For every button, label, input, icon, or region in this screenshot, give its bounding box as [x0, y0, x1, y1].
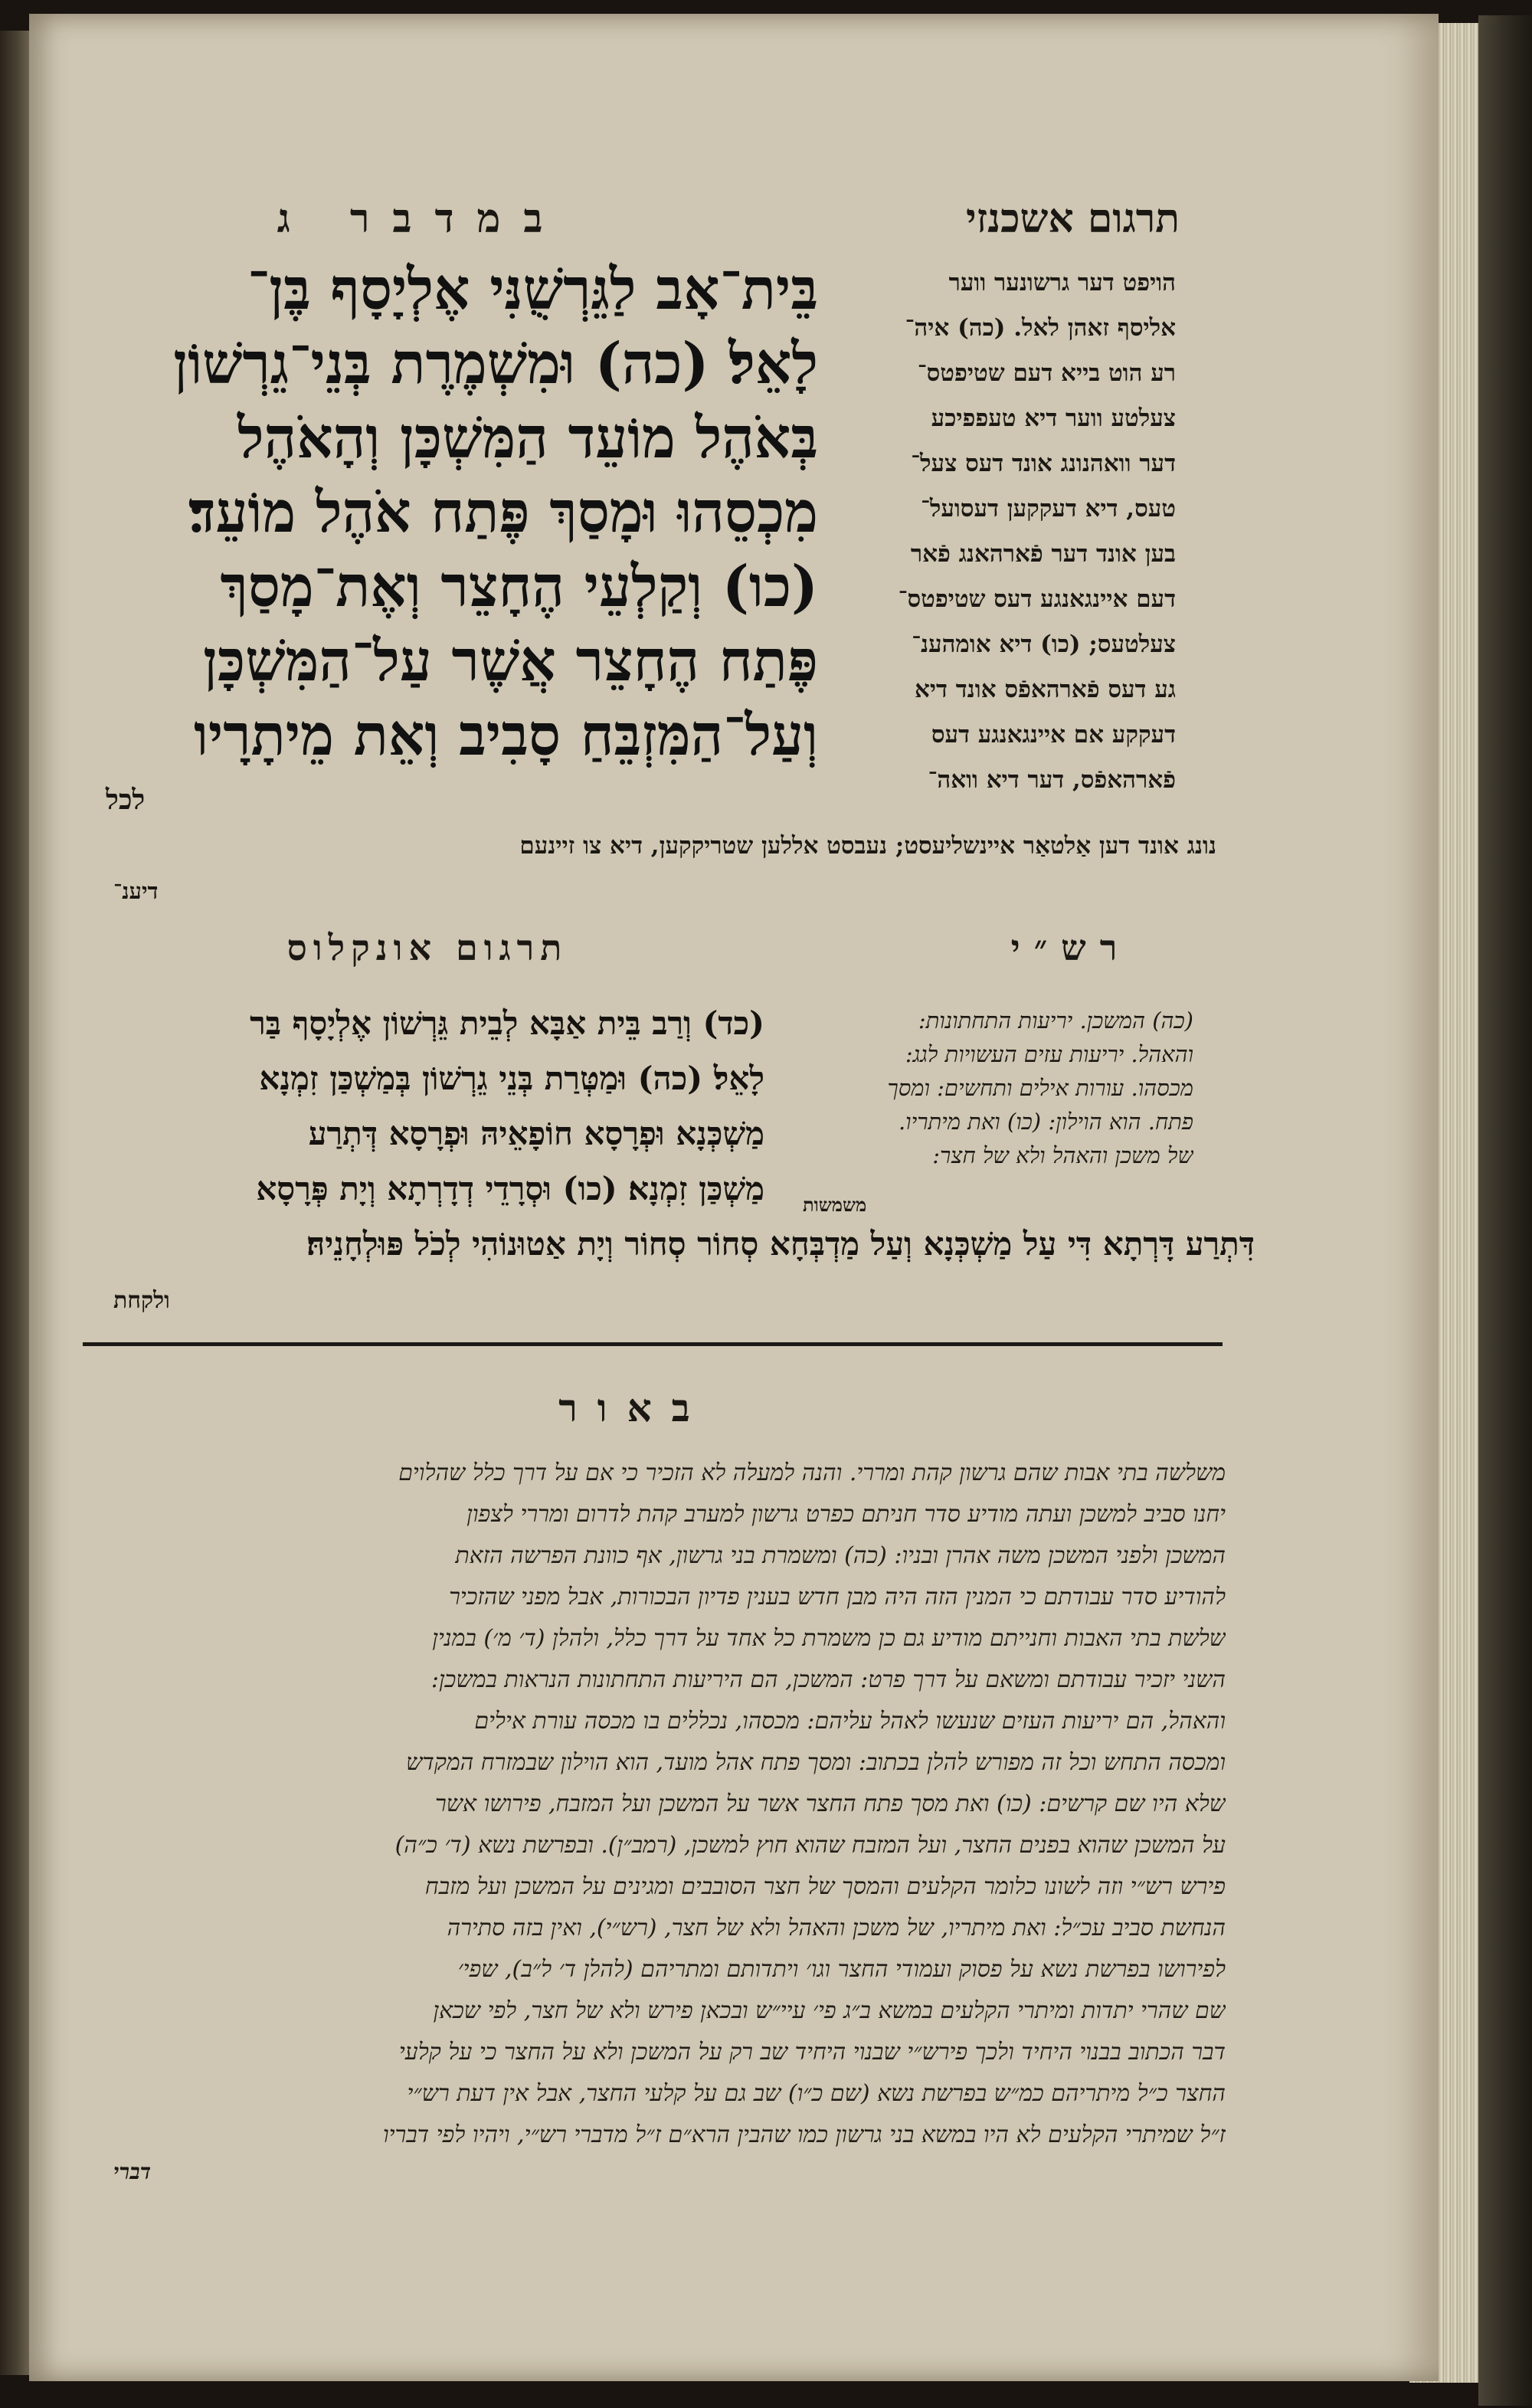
onkelos-line: לָאֵל׃ (כה) וּמַטְּרַת בְּנֵי גֵרְשׁוֹן בְּמַשְׁכַּן זִמְנָא: [259, 1060, 764, 1097]
rashi-line: פתח. הוא הוילון: (כו) ואת מיתריו.: [898, 1109, 1193, 1135]
rashi-line: (כה) המשכן. יריעות התחתונות:: [918, 1007, 1193, 1034]
biblical-catchword: לכל: [106, 784, 146, 816]
yiddish-line: דער וואהנונג אונד דעס צעל־: [911, 450, 1176, 477]
book-chapter-title: במדבר ג: [277, 195, 566, 242]
beur-line: להודיע סדר עבודתם כי המנין הזה היה מבן חדש בענין פדיון הבכורות, אבל מפני שהזכיר: [449, 1584, 1226, 1610]
yiddish-line: הויפט דער גרשונער ווער: [948, 269, 1176, 296]
yiddish-line: טעס, דיא דעקקען דעסועל־: [920, 495, 1176, 523]
beur-line: לפירושו בפרשת נשא על פסוק ועמודי החצר וגו׳ ויתדותם ומתריהם (להלן ד׳ ל״ב), שפי׳: [457, 1956, 1226, 1983]
rashi-line: של משכן והאהל ולא של חצר:: [932, 1142, 1193, 1168]
beur-line: משלשה בתי אבות שהם גרשון קהת ומררי. והנה למעלה לא הזכיר כי אם על דרך כלל שהלוים: [398, 1460, 1226, 1486]
beur-line: דבר הכתוב בבנוי היחיד ולכך פירש״י שבנוי היחיד שב רק על המשכן ולא על החצר כי על קלעי: [398, 2039, 1226, 2066]
beur-line: והאהל, הם יריעות העזים שנעשו לאהל עליהם: מכסהו, נכללים בו מכסה עורת אילים: [474, 1708, 1226, 1735]
book-page: [29, 14, 1439, 2381]
onkelos-line: מַשְׁכְּנָא וּפְרָסָא חוֹפָאֵיהּ וּפְרָסָא דְּתְרַע: [308, 1115, 764, 1152]
beur-line: פירש רש״י וזה לשונו כלומר הקלעים והמסך של חצר הסובבים ומגינים על המשכן ועל מזבח: [424, 1873, 1226, 1900]
yiddish-column: [835, 260, 1176, 803]
onkelos-line: מַשְׁכַּן זִמְנָא׃ (כו) וּסְרָדֵי דְדָרְתָא וְיָת פְּרָסָא: [256, 1170, 764, 1207]
onkelos-title: תרגום אונקלוס: [286, 927, 568, 968]
beur-line: החצר כ״ל מיתריהם כמ״ש בפרשת נשא (שם כ״ו) שב גם על קלעי החצר, אבל אין דעת רש״י: [407, 2080, 1226, 2107]
onkelos-catchword-small: משמשות: [803, 1194, 867, 1216]
yiddish-catchword: דיענ־: [113, 878, 159, 904]
beur-line: השני יזכיר עבודתם ומשאם על דרך פרט: המשכן, הם היריעות התחתונות הנראות במשכן:: [430, 1666, 1226, 1693]
yiddish-line: פֿארהאפֿס, דער דיא וואה־: [928, 766, 1176, 794]
section-divider: [83, 1342, 1223, 1346]
beur-line: שלשת בתי האבות וחנייתם מודיע גם כן משמרת כל אחד על דרך כלל, ולהלן (ד׳ מ׳) במנין: [432, 1625, 1226, 1652]
biblical-line: בֵּית־אָב לַגֵּרְשֻׁנִּי אֶלְיָסָף בֶּן־: [247, 257, 818, 323]
book-cover-right-edge: [1478, 15, 1532, 2406]
beur-line: ומכסה התחש וכל זה מפורש להלן בכתוב: ומסך פתח אהל מועד, הוא הוילון שבמזרח המקדש: [406, 1749, 1226, 1776]
biblical-line: וְעַל־הַמִּזְבֵּחַ סָבִיב וְאֵת מֵיתָרָיו: [193, 703, 818, 768]
onkelos-catchword: ולקחת: [113, 1287, 170, 1314]
yiddish-translation-title: תרגום אשכנזי: [966, 195, 1180, 242]
rashi-title: רש״י: [1010, 927, 1131, 968]
rashi-line: והאהל. יריעות עזים העשויות לגג:: [905, 1041, 1193, 1067]
yiddish-line: אליסף זאהן לאל. (כה) איה־: [905, 314, 1176, 342]
beur-line: ז״ל שמיתרי הקלעים לא היו במשא בני גרשון כמו שהבין הרא״ם ז״ל מדברי רש״י, ויהיו לפי דבריו: [382, 2121, 1226, 2148]
beur-line: שלא היו שם קרשים: (כו) ואת מסך פתח החצר אשר על המשכן ועל המזבח, פירושו אשר: [435, 1790, 1226, 1817]
yiddish-line: צעלטע ווער דיא טעפפיכע: [931, 405, 1176, 432]
yiddish-line: גע דעס פֿארהאפֿס אונד דיא: [914, 676, 1176, 703]
rashi-line: מכסהו. עורות אילים ותחשים: ומסך: [887, 1075, 1193, 1101]
beur-title: באור: [558, 1385, 710, 1430]
yiddish-line: צעלטעס; (כו) דיא אומהענ־: [912, 631, 1176, 658]
book-spine-left-edge: [0, 31, 29, 2375]
beur-line: המשכן ולפני המשכן משה אהרן ובניו: (כה) ומשמרת בני גרשון, אף כוונת הפרשה הזאת: [455, 1542, 1226, 1569]
beur-line: יחנו סביב למשכן ועתה מודיע סדר חניתם כפרט גרשון למערב קהת לדרום ומררי לצפון: [466, 1501, 1226, 1528]
beur-line: על המשכן שהוא בפנים החצר, ועל המזבח שהוא חוץ למשכן, (רמב״ן). ובפרשת נשא (ד׳ כ״ה): [394, 1832, 1226, 1859]
beur-line: הנחשת סביב עכ״ל: ואת מיתריו, של משכן והאהל ולא של חצר, (רש״י), ואין בזה סתירה: [447, 1915, 1226, 1941]
yiddish-line: רע הוט בייא דעם שטיפטס־: [917, 359, 1176, 387]
biblical-line: לָאֵל׃ (כה) וּמִשְׁמֶרֶת בְּנֵי־גֵרְשׁוֹן: [173, 331, 818, 397]
onkelos-bottom-line: דִּתְרַע דָּרְתָא דִּי עַל מַשְׁכְּנָא וְעַל מַדְבְּחָא סְחוֹר סְחוֹר וְיָת אַטוּנוֹהִי לְכֹל פּוּלְחָנֵיהּ׃: [306, 1225, 1255, 1263]
biblical-line: (כו) וְקַלְעֵי הֶחָצֵר וְאֶת־מָסַךְ: [220, 554, 818, 620]
yiddish-line: בען אונד דער פֿארהאנג פֿאר: [910, 540, 1176, 568]
biblical-text-block: [83, 253, 818, 773]
yiddish-continuation-line: נונג אונד דען אַלטאַר איינשליעסט; נעבסט אללען שטריקקען, דיא צו זיינעם: [519, 832, 1216, 860]
beur-catchword: דברי: [113, 2159, 152, 2184]
biblical-line: מִכְסֵהוּ וּמָסַךְ פֶּתַח אֹהֶל מוֹעֵד׃: [188, 480, 818, 545]
yiddish-line: דעם איינגאנגע דעס שטיפטס־: [898, 585, 1176, 613]
onkelos-line: (כד) וְרַב בֵּית אַבָּא לְבֵית גֵּרְשׁוֹן אֶלְיָסָף בַּר: [250, 1004, 764, 1042]
biblical-line: פֶּתַח הֶחָצֵר אֲשֶׁר עַל־הַמִּשְׁכָּן: [203, 628, 818, 694]
yiddish-line: דעקקע אם איינגאנגע דעס: [931, 721, 1176, 749]
beur-line: שם שהרי יתדות ומיתרי הקלעים במשא ב״ג פי׳ עיי״ש ובכאן פירש ולא של חצר, לפי שכאן: [433, 1997, 1226, 2024]
biblical-line: בְּאֹהֶל מוֹעֵד הַמִּשְׁכָּן וְהָאֹהֶל: [237, 405, 818, 471]
